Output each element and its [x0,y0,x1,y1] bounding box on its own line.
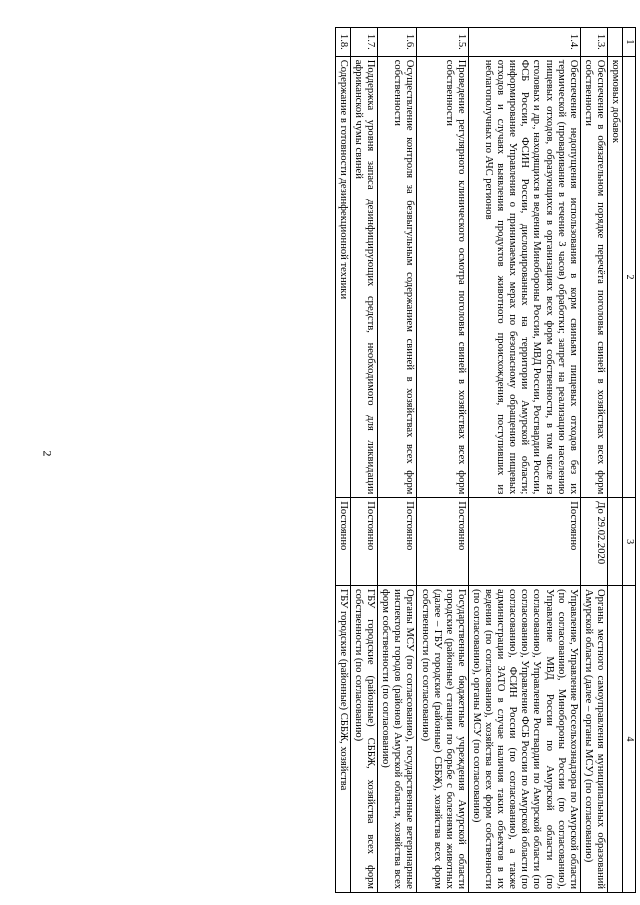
row-number: 1.4. [468,28,580,57]
table-header-row [623,28,636,893]
executor-cell: Управление, Управление Россельхознадзора по Амурской области (по согласованию), Минобороны России (по согласованию), Управление МВД России по Амурской области (по согласованию), Управление Росгвардии по Амурской области (по согласованию), Управление ФСБ России по Амурской области (по согласованию), ФСИН России (по согласованию), а также администрации ЗАТО в случае наличия таких объектов в их ведении (по согласованию), хозяйства всех форм собственности (по согласованию), органы МСУ (по согласованию) [468,585,580,892]
deadline-cell [607,498,622,586]
table-row [417,28,468,893]
row-number [607,28,622,57]
deadline-cell: Постоянно [378,498,417,586]
header-cell: 2 [623,56,636,498]
page-number: 2 [40,450,55,457]
header-cell: 1 [623,28,636,57]
table-row [607,28,622,893]
landscape-sheet [112,27,636,893]
measure-cell: Осуществление контроля за безвыгульным содержанием свиней в хозяйствах всех форм собственности [378,56,417,498]
row-number: 1.3. [580,28,607,57]
table-row [351,28,378,893]
measure-cell: Поддержка уровня запаса дезинфицирующих средств, необходимого для ликвидации африканской чумы свиней [351,56,378,498]
measure-cell: Обеспечение недопущения использования в корм свиньям пищевых отходов без их термической (проваривание в течение 3 часов) обработки; запрет на реализацию населению пищевых отходов, образующихся в организациях всех форм собственности, в том числе из столовых и др., находящихся в ведении Минобороны России, МВД России, Росгвардии России, ФСБ России, ФСИН России, дислоцированных на территории Амурской области; информирование Управления о принимаемых мерах по безопасному обращению пищевых отходов и случаях выявления продуктов животного происхождения, поступивших из неблагополучных по АЧС регионов [468,56,580,498]
executor-cell: ГБУ городские (районные) СББЖ, хозяйства всех форм собственности (по согласованию) [351,585,378,892]
executor-cell: Государственные бюджетные учреждения Амурской области городские (районные) станции по борьбе с болезнями животных (далее – ГБУ городские (районные) СББЖ), хозяйства всех форм собственности (по согласованию) [417,585,468,892]
row-number: 1.6. [378,28,417,57]
measure-cell: кормовых добавок [607,56,622,498]
deadline-cell: Постоянно [468,498,580,586]
row-number: 1.8. [335,28,350,57]
measure-cell: Содержание в готовности дезинфекционной техники [335,56,350,498]
header-cell: 4 [623,585,636,892]
row-number: 1.7. [351,28,378,57]
measures-table [335,27,636,893]
executor-cell: Органы местного самоуправления муниципальных образований Амурской области (далее – органы МСУ) (по согласованию) [580,585,607,892]
deadline-cell: Постоянно [417,498,468,586]
row-number: 1.5. [417,28,468,57]
executor-cell [607,585,622,892]
table-row [378,28,417,893]
measure-cell: Проведение регулярного клинического осмотра поголовья свиней в хозяйствах всех форм собственности [417,56,468,498]
header-cell: 3 [623,498,636,586]
table-row [580,28,607,893]
deadline-cell: Постоянно [351,498,378,586]
table-row [335,28,350,893]
deadline-cell: До 29.02.2020 [580,498,607,586]
executor-cell: ГБУ городские (районные) СББЖ, хозяйства [335,585,350,892]
deadline-cell: Постоянно [335,498,350,586]
table-row [468,28,580,893]
measure-cell: Обеспечение в обязательном порядке перечёта поголовья свиней в хозяйствах всех форм собственности [580,56,607,498]
executor-cell: Органы МСУ (по согласованию), государственные ветеринарные инспекторы городов (районов) Амурской области, хозяйства всех форм собственности (по согласованию) [378,585,417,892]
